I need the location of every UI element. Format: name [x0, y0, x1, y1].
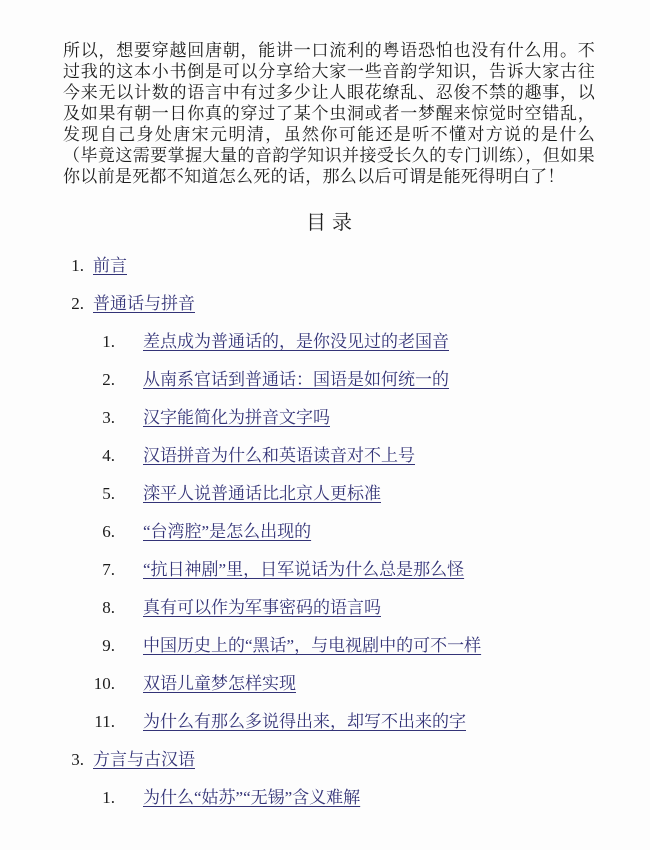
- toc-entry: [63, 559, 595, 581]
- toc-entry-number: 2.: [102, 370, 115, 389]
- toc-entry-number: 7.: [102, 560, 115, 579]
- toc-entry-number: 6.: [102, 522, 115, 541]
- toc-entry-link[interactable]: 双语儿童梦怎样实现: [143, 674, 296, 693]
- toc-entry-number: 3.: [102, 408, 115, 427]
- toc-entry: [63, 331, 595, 353]
- toc-entry: [63, 711, 595, 733]
- toc-entry-link[interactable]: 方言与古汉语: [93, 750, 195, 769]
- toc-entry-link[interactable]: 从南系官话到普通话：国语是如何统一的: [143, 370, 449, 389]
- toc-entry: [63, 749, 595, 771]
- toc-entry-link[interactable]: “台湾腔”是怎么出现的: [143, 522, 312, 541]
- toc-entry: [63, 787, 595, 809]
- toc-entry: [63, 369, 595, 391]
- intro-paragraph: 所以，想要穿越回唐朝，能讲一口流利的粤语恐怕也没有什么用。不过我的这本小书倒是可以分享给大家一些音韵学知识，告诉大家古往今来无以计数的语言中有过多少让人眼花缭乱、忍俊不禁的趣事，以及如果有朝一日你真的穿过了某个虫洞或者一梦醒来惊觉时空错乱，发现自己身处唐宋元明清，虽然你可能还是听不懂对方说的是什么（毕竟这需要掌握大量的音韵学知识并接受长久的专门训练），但如果你以前是死都不知道怎么死的话，那么以后可谓是能死得明白了！: [63, 41, 595, 186]
- toc-entry-number: 10.: [93, 674, 115, 693]
- toc-entry: [63, 673, 595, 695]
- toc-entry-link[interactable]: 普通话与拼音: [93, 294, 195, 313]
- toc-entry-number: 8.: [102, 598, 115, 617]
- toc-entry-number: 9.: [102, 636, 115, 655]
- toc-entry-link[interactable]: 真有可以作为军事密码的语言吗: [143, 598, 381, 617]
- toc-entry: [63, 483, 595, 505]
- toc-entry-number: 3.: [71, 750, 84, 769]
- toc-entry-number: 1.: [102, 332, 115, 351]
- toc-title: 目录: [306, 212, 358, 234]
- toc-entry-link[interactable]: 汉语拼音为什么和英语读音对不上号: [143, 446, 415, 465]
- toc-entry-link[interactable]: 前言: [93, 256, 127, 275]
- toc-entry-number: 5.: [102, 484, 115, 503]
- toc-entry-link[interactable]: 差点成为普通话的，是你没见过的老国音: [143, 332, 449, 351]
- toc-entry-link[interactable]: “抗日神剧”里，日军说话为什么总是那么怪: [143, 560, 465, 579]
- toc-entry: [63, 635, 595, 657]
- toc-entry-link[interactable]: 为什么有那么多说得出来，却写不出来的字: [143, 712, 466, 731]
- toc-entry-number: 2.: [71, 294, 84, 313]
- toc-entry-number: 1.: [102, 788, 115, 807]
- toc-entry-link[interactable]: 汉字能简化为拼音文字吗: [143, 408, 330, 427]
- table-of-contents: [63, 255, 595, 809]
- toc-entry-number: 11.: [94, 712, 115, 731]
- toc-entry-link[interactable]: 滦平人说普通话比北京人更标准: [143, 484, 381, 503]
- toc-entry: [63, 293, 595, 315]
- toc-entry-link[interactable]: 为什么“姑苏”“无锡”含义难解: [143, 788, 361, 807]
- toc-entry: [63, 521, 595, 543]
- toc-entry: [63, 255, 595, 277]
- toc-entry: [63, 407, 595, 429]
- toc-entry-link[interactable]: 中国历史上的“黑话”，与电视剧中的可不一样: [143, 636, 482, 655]
- toc-entry-number: 1.: [71, 256, 84, 275]
- toc-entry: [63, 445, 595, 467]
- toc-entry-number: 4.: [102, 446, 115, 465]
- toc-entry: [63, 597, 595, 619]
